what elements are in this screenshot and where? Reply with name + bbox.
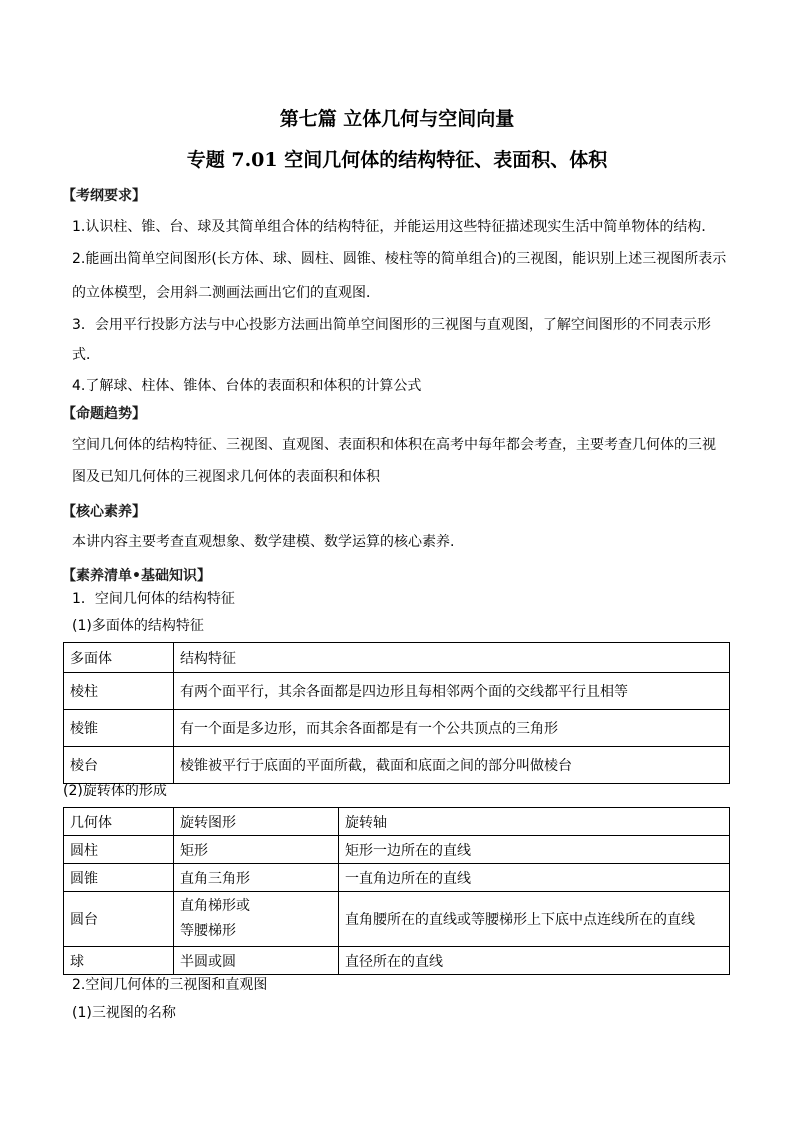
table-cell: 有一个面是多边形，而其余各面都是有一个公共顶点的三角形 [174, 710, 730, 747]
literacy-text: 本讲内容主要考查直观想象、数学建模、数学运算的核心素养. [72, 534, 455, 550]
trend-line-2: 图及已知几何体的三视图求几何体的表面积和体积 [72, 469, 380, 485]
solid-of-revolution-table [63, 807, 730, 975]
table-header-cell: 多面体 [64, 643, 174, 673]
requirement-item-3: 3．会用平行投影方法与中心投影方法画出简单空间图形的三视图与直观图，了解空间图形的不同表示形 [72, 317, 711, 333]
table-cell: 棱柱 [64, 673, 174, 710]
table-row [64, 892, 730, 947]
table-cell: 直径所在的直线 [339, 947, 730, 975]
table-cell: 半圆或圆 [174, 947, 339, 975]
table-cell: 圆锥 [64, 864, 174, 892]
requirement-item-1: 1.认识柱、锥、台、球及其简单组合体的结构特征，并能运用这些特征描述现实生活中简单物体的结构． [72, 219, 716, 235]
requirement-item-2-cont: 的立体模型，会用斜二测画法画出它们的直观图． [72, 285, 380, 301]
topic-title: 专题 7.01 空间几何体的结构特征、表面积、体积 [186, 149, 608, 171]
table-header-cell: 旋转图形 [174, 808, 339, 836]
table-cell: 直角三角形 [174, 864, 339, 892]
table-header-cell: 结构特征 [174, 643, 730, 673]
chapter-title: 第七篇 立体几何与空间向量 [279, 108, 515, 130]
table-cell: 有两个面平行，其余各面都是四边形且每相邻两个面的交线都平行且相等 [174, 673, 730, 710]
table-header-row [64, 643, 730, 673]
table-cell: 矩形一边所在的直线 [339, 836, 730, 864]
basics-heading: 【素养清单•基础知识】 [62, 568, 211, 584]
table-cell-multiline [174, 892, 339, 947]
requirement-item-3-cont: 式． [72, 347, 100, 363]
requirements-heading: 【考纲要求】 [62, 188, 146, 204]
trend-heading: 【命题趋势】 [62, 406, 146, 422]
table-cell-line: 直角梯形或 [180, 898, 250, 914]
table-cell: 一直角边所在的直线 [339, 864, 730, 892]
table-cell: 圆柱 [64, 836, 174, 864]
table-header-cell: 旋转轴 [339, 808, 730, 836]
table-cell: 棱锥 [64, 710, 174, 747]
basics-sub-1a: (1)多面体的结构特征 [72, 618, 204, 634]
table-cell: 矩形 [174, 836, 339, 864]
table-cell: 直角腰所在的直线或等腰梯形上下底中点连线所在的直线 [339, 892, 730, 947]
table-row [64, 710, 730, 747]
table-row [64, 673, 730, 710]
table-row [64, 947, 730, 975]
requirement-item-2: 2.能画出简单空间图形(长方体、球、圆柱、圆锥、棱柱等的简单组合)的三视图，能识别上述三视图所表示 [72, 251, 727, 267]
table-header-cell: 几何体 [64, 808, 174, 836]
basics-sub-1b: (2)旋转体的形成 [63, 783, 167, 799]
basics-sub-2: 2.空间几何体的三视图和直观图 [72, 977, 268, 993]
trend-line-1: 空间几何体的结构特征、三视图、直观图、表面积和体积在高考中每年都会考查，主要考查几何体的三视 [72, 437, 716, 453]
literacy-heading: 【核心素养】 [62, 504, 146, 520]
table-cell: 棱锥被平行于底面的平面所截，截面和底面之间的部分叫做棱台 [174, 747, 730, 784]
table-header-row [64, 808, 730, 836]
table-cell-line: 等腰梯形 [180, 923, 236, 939]
polyhedron-table [63, 642, 730, 784]
table-row [64, 836, 730, 864]
table-row [64, 864, 730, 892]
table-cell: 圆台 [64, 892, 174, 947]
requirement-item-4: 4.了解球、柱体、锥体、台体的表面积和体积的计算公式 [72, 378, 422, 394]
basics-sub-2a: (1)三视图的名称 [72, 1005, 176, 1021]
table-cell: 棱台 [64, 747, 174, 784]
table-row [64, 747, 730, 784]
basics-sub-1: 1．空间几何体的结构特征 [72, 591, 235, 607]
table-cell: 球 [64, 947, 174, 975]
